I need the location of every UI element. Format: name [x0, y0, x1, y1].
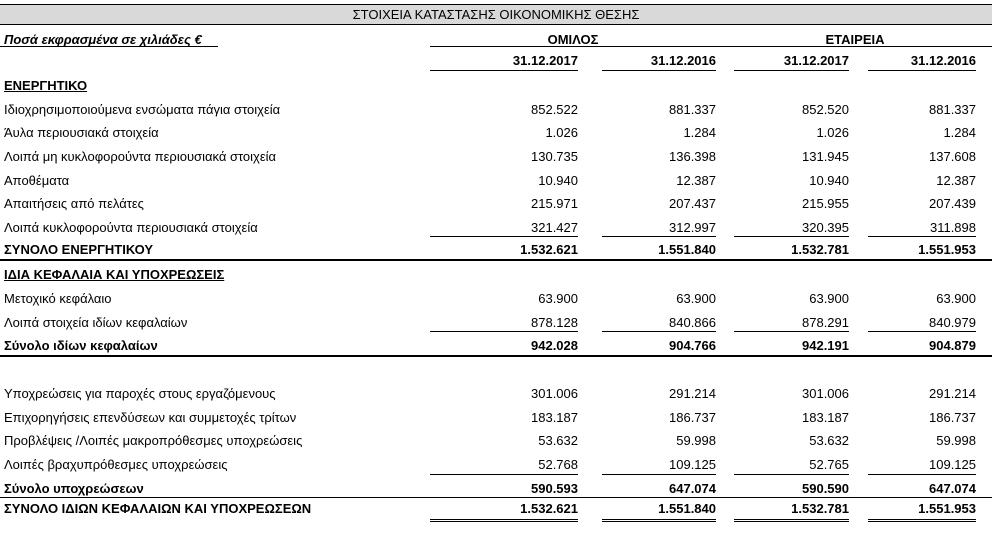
cell-company-2017: 53.632: [809, 433, 849, 448]
cell-company-2017: 1.532.781: [791, 501, 849, 516]
total-rule: [0, 259, 992, 261]
cell-company-2017: 215.955: [802, 196, 849, 211]
row-label: Άυλα περιουσιακά στοιχεία: [4, 125, 159, 140]
row-label: Σύνολο υποχρεώσεων: [4, 481, 144, 496]
row-label: Προβλέψεις /Λοιπές μακροπρόθεσμες υποχρεώσεις: [4, 433, 303, 448]
company-header: ΕΤΑΙΡΕΙΑ: [825, 32, 885, 47]
cell-company-2017: 183.187: [802, 410, 849, 425]
row-label: ΣΥΝΟΛΟ ΙΔΙΩΝ ΚΕΦΑΛΑΙΩΝ ΚΑΙ ΥΠΟΧΡΕΩΣΕΩΝ: [4, 501, 312, 516]
group-header: ΟΜΙΛΟΣ: [547, 32, 599, 47]
subtotal-rule: [868, 331, 976, 332]
cell-group-2016: 1.551.840: [658, 242, 716, 257]
cell-group-2016: 207.437: [669, 196, 716, 211]
cell-company-2016: 63.900: [936, 291, 976, 306]
cell-company-2017: 590.590: [802, 481, 849, 496]
grand-total-double-rule: [734, 519, 849, 522]
cell-company-2017: 52.765: [809, 457, 849, 472]
cell-group-2017: 215.971: [531, 196, 578, 211]
cell-company-2016: 109.125: [929, 457, 976, 472]
table-row: [0, 169, 998, 193]
date-underline: [602, 70, 716, 71]
cell-group-2016: 109.125: [669, 457, 716, 472]
statement-title: ΣΤΟΙΧΕΙΑ ΚΑΤΑΣΤΑΣΗΣ ΟΙΚΟΝΟΜΙΚΗΣ ΘΕΣΗΣ: [0, 4, 992, 25]
cell-company-2017: 1.026: [816, 125, 849, 140]
cell-group-2017: 321.427: [531, 220, 578, 235]
cell-company-2017: 852.520: [802, 102, 849, 117]
cell-company-2016: 1.551.953: [918, 242, 976, 257]
subtotal-rule: [868, 474, 976, 475]
cell-group-2017: 942.028: [531, 338, 578, 353]
table-row: [0, 287, 998, 311]
subtotal-rule: [734, 236, 849, 237]
date-underline: [734, 70, 849, 71]
cell-company-2017: 131.945: [802, 149, 849, 164]
cell-company-2017: 301.006: [802, 386, 849, 401]
row-label: Απαιτήσεις από πελάτες: [4, 196, 144, 211]
cell-group-2016: 904.766: [669, 338, 716, 353]
cell-group-2016: 1.284: [683, 125, 716, 140]
cell-company-2016: 1.551.953: [918, 501, 976, 516]
date-header-company-2017: 31.12.2017: [783, 53, 849, 68]
date-header-company-2016: 31.12.2016: [910, 53, 976, 68]
row-label: ΕΝΕΡΓΗΤΙΚΟ: [4, 78, 88, 93]
table-row: [0, 192, 998, 216]
cell-group-2016: 647.074: [669, 481, 716, 496]
cell-company-2017: 63.900: [809, 291, 849, 306]
cell-company-2016: 137.608: [929, 149, 976, 164]
subtotal-rule: [430, 474, 578, 475]
table-row: [0, 382, 998, 406]
section-heading-equity-liabilities: [0, 263, 998, 287]
grand-total-double-rule: [868, 519, 976, 522]
cell-group-2017: 130.735: [531, 149, 578, 164]
cell-company-2016: 207.439: [929, 196, 976, 211]
row-label: Λοιπά στοιχεία ιδίων κεφαλαίων: [4, 315, 188, 330]
cell-group-2016: 881.337: [669, 102, 716, 117]
cell-company-2017: 942.191: [802, 338, 849, 353]
date-underline: [430, 70, 578, 71]
grand-total-row: [0, 497, 998, 521]
row-label: Λοιπά κυκλοφορούντα περιουσιακά στοιχεία: [4, 220, 258, 235]
cell-group-2016: 136.398: [669, 149, 716, 164]
cell-group-2017: 1.532.621: [520, 242, 578, 257]
cell-company-2016: 59.998: [936, 433, 976, 448]
row-label: ΣΥΝΟΛΟ ΕΝΕΡΓΗΤΙΚΟΥ: [4, 242, 154, 257]
cell-group-2017: 852.522: [531, 102, 578, 117]
cell-group-2017: 301.006: [531, 386, 578, 401]
subtotal-rule: [868, 236, 976, 237]
cell-company-2016: 840.979: [929, 315, 976, 330]
cell-company-2016: 1.284: [943, 125, 976, 140]
cell-company-2016: 291.214: [929, 386, 976, 401]
cell-group-2016: 312.997: [669, 220, 716, 235]
units-label: Ποσά εκφρασμένα σε χιλιάδες €: [4, 32, 202, 47]
table-row: [0, 429, 998, 453]
subtotal-rule: [734, 474, 849, 475]
row-label: Λοιπά μη κυκλοφορούντα περιουσιακά στοιχεία: [4, 149, 277, 164]
subtotal-rule: [430, 236, 578, 237]
row-label: Σύνολο ιδίων κεφαλαίων: [4, 338, 158, 353]
units-underline: [0, 46, 218, 47]
table-row: [0, 98, 998, 122]
cell-company-2016: 12.387: [936, 173, 976, 188]
table-row: [0, 121, 998, 145]
cell-company-2016: 186.737: [929, 410, 976, 425]
grand-total-double-rule: [430, 519, 578, 522]
subtotal-rule: [602, 236, 716, 237]
row-label: Επιχορηγήσεις επενδύσεων και συμμετοχές τρίτων: [4, 410, 297, 425]
cell-group-2016: 63.900: [676, 291, 716, 306]
section-heading-assets: [0, 74, 998, 98]
cell-group-2016: 186.737: [669, 410, 716, 425]
cell-group-2017: 878.128: [531, 315, 578, 330]
cell-group-2017: 183.187: [531, 410, 578, 425]
cell-group-2016: 291.214: [669, 386, 716, 401]
row-label: Λοιπές βραχυπρόθεσμες υποχρεώσεις: [4, 457, 228, 472]
cell-company-2016: 647.074: [929, 481, 976, 496]
row-label: ΙΔΙΑ ΚΕΦΑΛΑΙΑ ΚΑΙ ΥΠΟΧΡΕΩΣΕΙΣ: [4, 267, 225, 282]
date-underline: [868, 70, 976, 71]
date-header-group-2017: 31.12.2017: [512, 53, 578, 68]
row-label: Αποθέματα: [4, 173, 70, 188]
cell-company-2016: 904.879: [929, 338, 976, 353]
row-label: Ιδιοχρησιμοποιούμενα ενσώματα πάγια στοιχεία: [4, 102, 281, 117]
cell-company-2016: 881.337: [929, 102, 976, 117]
cell-company-2017: 10.940: [809, 173, 849, 188]
cell-company-2017: 878.291: [802, 315, 849, 330]
cell-group-2017: 53.632: [538, 433, 578, 448]
subtotal-rule: [602, 474, 716, 475]
cell-group-2017: 52.768: [538, 457, 578, 472]
cell-company-2017: 1.532.781: [791, 242, 849, 257]
row-label: Υποχρεώσεις για παροχές στους εργαζόμενους: [4, 386, 276, 401]
date-header-group-2016: 31.12.2016: [650, 53, 716, 68]
total-rule: [0, 355, 992, 357]
group-header-rule: [430, 46, 992, 47]
cell-company-2016: 311.898: [929, 220, 976, 235]
cell-group-2016: 840.866: [669, 315, 716, 330]
subtotal-rule: [734, 331, 849, 332]
subtotal-rule: [602, 331, 716, 332]
cell-company-2017: 320.395: [802, 220, 849, 235]
subtotal-rule: [430, 331, 578, 332]
row-label: Μετοχικό κεφάλαιο: [4, 291, 112, 306]
cell-group-2017: 63.900: [538, 291, 578, 306]
cell-group-2017: 1.026: [545, 125, 578, 140]
cell-group-2017: 590.593: [531, 481, 578, 496]
cell-group-2016: 1.551.840: [658, 501, 716, 516]
cell-group-2016: 59.998: [676, 433, 716, 448]
cell-group-2017: 1.532.621: [520, 501, 578, 516]
table-row: [0, 145, 998, 169]
cell-group-2017: 10.940: [538, 173, 578, 188]
cell-group-2016: 12.387: [676, 173, 716, 188]
table-row: [0, 406, 998, 430]
grand-total-double-rule: [602, 519, 716, 522]
